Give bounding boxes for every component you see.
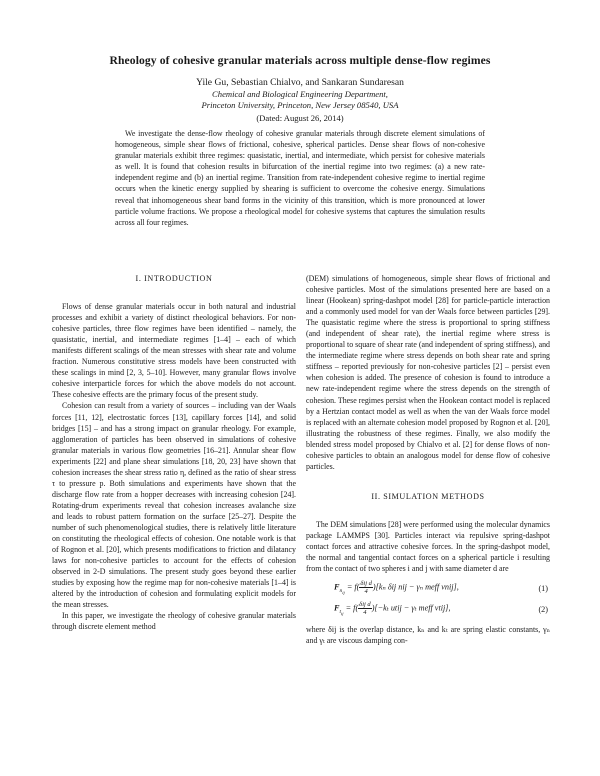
section-heading-introduction: I. INTRODUCTION [135, 274, 213, 283]
equation-2-sub2: ij [341, 610, 344, 616]
equation-1-sub: n [339, 587, 343, 594]
right-column [306, 273, 550, 646]
intro-paragraph-1: Flows of dense granular materials occur in both natural and industrial processes and exhibit a variety of distinct rheological behaviors. For non-cohesive particles, three flow regimes have been identified – namely, the quasistatic, inertial, and intermediate regimes [1–4] – each of which manifests different scalings of the mean stresses with shear rate and volume fraction. Numerous constitutive stress models have been constructed with these scalings in mind [2, 3, 5–10]. However, many granular flows involve cohesive interparticle forces for which the above models do not account. These cohesive effects are the primary focus of the present study. [52, 302, 296, 400]
intro-paragraph-2: Cohesion can result from a variety of sources – including van der Waals forces [11, 12], electrostatic forces [13], capillary forces [14], and solid bridges [15] – and has a strong impact on granular rheology. For example, agglomeration of particles has been observed in simulations of cohesive granular materials in various flow geometries [16–21]. Annular shear flow experiments [22] and plane shear simulations [18, 20, 23] have shown that cohesion increases the shear stress ratio η, defined as the ratio of shear stress τ to pressure p. Both simulations and experiments have shown that the discharge flow rate from a hopper decreases with increasing cohesion [24]. Rotating-drum experiments reveal that cohesion increases avalanche size and leads to robust pattern formation on the surface [25–27]. Despite the number of such phenomenological studies, there is relatively little literature on constituting the rheological effects of cohesion. One notable work is that of Rognon et al. [20], which presents modifications to friction and dilatancy laws for non-cohesive particles to account for the effects of cohesion observed in 2-D simulations. The present study goes beyond these earlier studies by exposing how the regime map for non-cohesive materials [1–4] is altered by the introduction of cohesion and formulating explicit models for the mean stresses. [52, 401, 296, 610]
equation-2-sub: t [339, 608, 341, 615]
equation-1-frac-num: δij d [360, 579, 372, 587]
intro-paragraph-3: In this paper, we investigate the rheology of cohesive granular materials through discrete element method [52, 611, 296, 632]
abstract: We investigate the dense-flow rheology of cohesive granular materials through discrete element simulations of homogeneous, simple shear flows of frictional, cohesive, spherical particles. Dense shear flows of non-cohesive granular materials exhibit three regimes: quasistatic, inertial, and intermediate, which persist for cohesive materials as well. It is found that cohesion results in bifurcation of the inertial regime into two regimes: (a) a new rate-independent regime and (b) an inertial regime. Transition from rate-independent cohesive regime to inertial regime occurs when the kinetic energy supplied by shearing is sufficient to overcome the cohesive energy. Simulations reveal that inhomogeneous shear band forms in the vicinity of this transition, which is more pronounced at lower particle volume fractions. We propose a rheological model for cohesive systems that captures the simulation results across all four regimes. [115, 129, 485, 227]
equation-2-fraction [358, 601, 372, 616]
affiliation-department: Chemical and Biological Engineering Department, [212, 89, 388, 99]
equation-2-number: (2) [538, 605, 548, 615]
equation-1 [306, 578, 550, 599]
affiliation-university: Princeton University, Princeton, New Jersey 08540, USA [201, 100, 399, 110]
paper-title: Rheology of cohesive granular materials across multiple dense-flow regimes [109, 54, 491, 67]
equation-1-frac-den: 4 [364, 587, 368, 595]
equation-1-lhs: F [334, 581, 340, 591]
equation-2 [306, 599, 550, 620]
methods-paragraph-1: The DEM simulations [28] were performed using the molecular dynamics package LAMMPS [30]. Particles interact via repulsive spring-dashpot contact forces and attractive cohesive forces. In the spring-dashpot model, the normal and tangential contact forces on a spherical particle i resulting from the contact of two spheres i and j with same diameter d are [306, 519, 550, 574]
methods-paragraph-2: where δij is the overlap distance, kₙ and kₜ are spring elastic constants, γₙ and γₜ are viscous damping con- [306, 625, 550, 646]
section-heading-simulation-methods: II. SIMULATION METHODS [371, 491, 485, 501]
equation-1-fraction [359, 580, 373, 595]
equation-2-frac-den: 4 [363, 608, 367, 616]
equation-1-rhs: [kₙ δij nij − γₙ meff vnij], [375, 581, 459, 591]
intro-paragraph-continued: (DEM) simulations of homogeneous, simple shear flows of frictional and cohesive particles. Most of the simulations presented here are based on a linear (Hookean) spring-dashpot model [28] for particle-particle interaction and a commonly used model for van der Waals force between particles [29]. The quasistatic regime where the stress is proportional to spring stiffness (and independent of shear rate), the inertial regime where stress is proportional to square of shear rate (and independent of spring stiffness), and the intermediate regime where stress depends on both shear rate and spring stiffness – reported previously for non-cohesive particles [2] – persist even when cohesion is added. The presence of cohesion is found to introduce a new rate-independent regime where the stress depends on the strength of cohesion. These regimes persist when the Hookean contact model is replaced by a Hertzian contact model as well as when the van der Waals force model is replaced with an alternate cohesion model proposed by Rognon et al. [20], illustrating the robustness of these regimes. Finally, we also modify the blended stress model proposed by Chialvo et al. [2] for dense flows of non-cohesive particles to obtain an analogous model for dense flow of cohesive particles. [306, 274, 550, 471]
equation-2-frac-num: δij d [359, 600, 371, 608]
affiliation [40, 89, 560, 111]
author-list: Yile Gu, Sebastian Chialvo, and Sankaran Sundaresan [196, 77, 404, 88]
date-line: (Dated: August 26, 2014) [256, 113, 344, 123]
equation-1-body: $F_{n_{ij}} = f$( $\frac{\text{δij d}}{4}$ )[kₙ δij nij − γₙ meff vnij], [334, 579, 459, 595]
equation-2-body: $F_{t_{ij}} = f$( $\frac{\text{δij d}}{4}$ )[−kₜ utij − γₜ meff vtij], [334, 600, 451, 616]
equation-2-rhs: [−kₜ utij − γₜ meff vtij], [374, 602, 451, 612]
left-column [52, 273, 296, 632]
equation-2-lhs: F [334, 602, 340, 612]
equation-1-sub2: ij [342, 589, 345, 595]
equation-1-number: (1) [538, 584, 548, 594]
